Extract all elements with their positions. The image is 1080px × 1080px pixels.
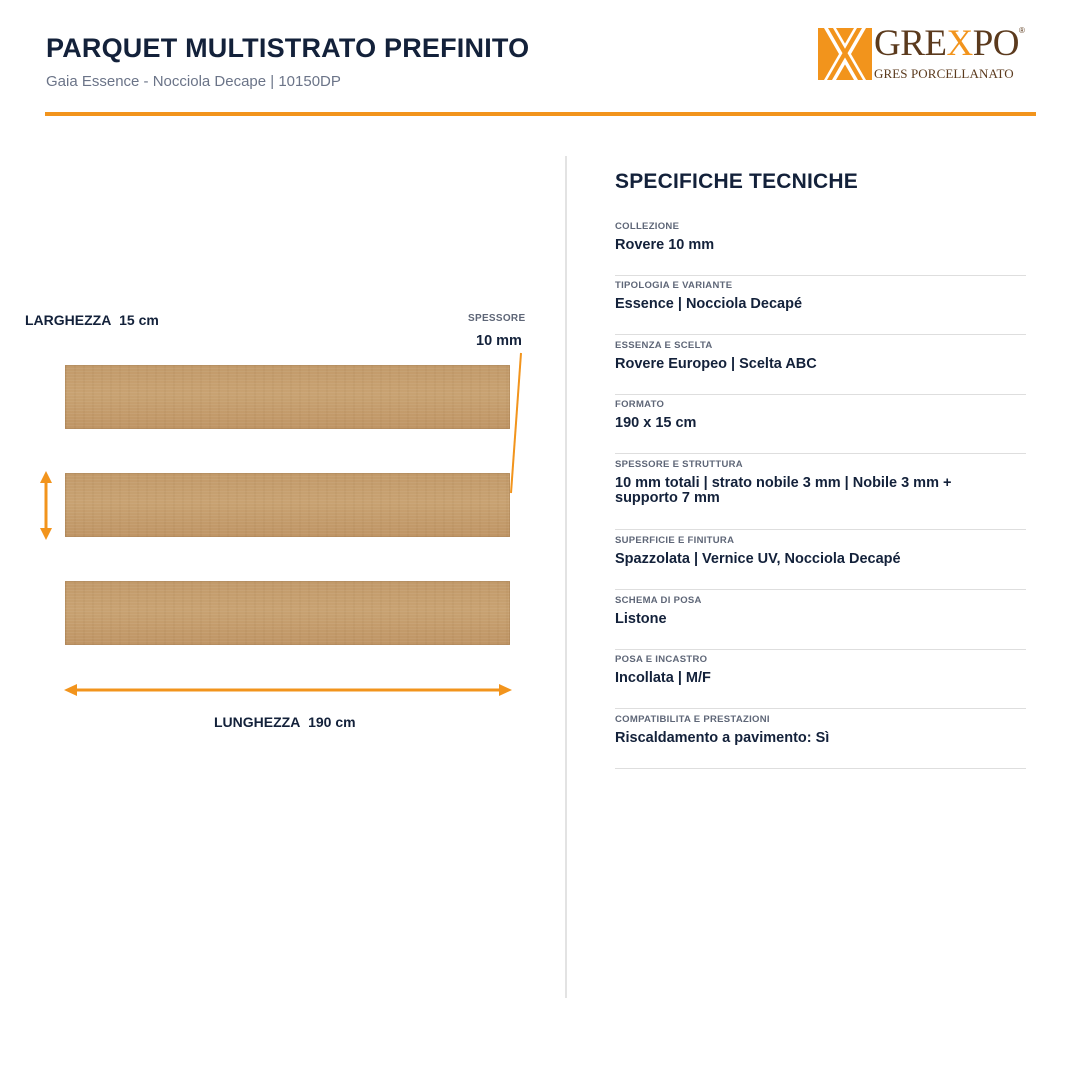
logo-wordmark-left: GRE xyxy=(874,23,947,64)
width-value: 15 cm xyxy=(119,312,159,328)
spec-item-posa xyxy=(615,654,1026,686)
spec-key: SCHEMA DI POSA xyxy=(615,595,702,606)
spec-divider xyxy=(615,394,1026,395)
spec-key: COMPATIBILITA E PRESTAZIONI xyxy=(615,714,770,725)
logo-registered-mark: ® xyxy=(1019,26,1025,35)
spec-key: SUPERFICIE E FINITURA xyxy=(615,535,735,546)
spec-divider xyxy=(615,275,1026,276)
logo-wordmark-x: X xyxy=(946,23,973,64)
spec-value: Incollata | M/F xyxy=(615,670,711,686)
product-subtitle: Gaia Essence - Nocciola Decape | 10150DP xyxy=(46,73,341,90)
spec-divider xyxy=(615,649,1026,650)
spec-divider xyxy=(615,768,1026,769)
length-arrow-icon xyxy=(64,684,512,696)
spec-item-essenza xyxy=(615,340,1026,372)
spec-key: POSA E INCASTRO xyxy=(615,654,708,665)
spec-key: TIPOLOGIA E VARIANTE xyxy=(615,280,733,291)
spec-value: Rovere 10 mm xyxy=(615,237,715,253)
spec-key: COLLEZIONE xyxy=(615,221,680,232)
spec-divider xyxy=(615,708,1026,709)
spec-value: 190 x 15 cm xyxy=(615,415,697,431)
spec-item-schema xyxy=(615,595,1026,627)
spec-value: Spazzolata | Vernice UV, Nocciola Decapé xyxy=(615,551,901,567)
spec-item-superficie xyxy=(615,535,1026,567)
length-label-text: LUNGHEZZA xyxy=(214,714,301,730)
spec-item-tipologia xyxy=(615,280,1026,312)
spec-value: Essence | Nocciola Decapé xyxy=(615,296,803,312)
spec-value: Riscaldamento a pavimento: Sì xyxy=(615,730,830,746)
page-title: PARQUET MULTISTRATO PREFINITO xyxy=(46,33,530,63)
spec-value: Listone xyxy=(615,611,667,627)
spec-item-compatibilita xyxy=(615,714,1026,746)
spec-divider xyxy=(615,589,1026,590)
specs-title: SPECIFICHE TECNICHE xyxy=(615,170,858,193)
spec-divider xyxy=(615,334,1026,335)
spec-divider xyxy=(615,529,1026,530)
logo-wordmark-right: PO xyxy=(972,23,1020,64)
thickness-leader-line xyxy=(511,353,521,493)
spec-key: ESSENZA E SCELTA xyxy=(615,340,713,351)
width-arrow-icon xyxy=(40,471,52,540)
spec-item-spessore xyxy=(615,459,1026,506)
thickness-label: SPESSORE xyxy=(468,313,526,324)
width-label-text: LARGHEZZA xyxy=(25,312,112,328)
length-value: 190 cm xyxy=(308,714,356,730)
length-label xyxy=(214,714,356,730)
thickness-value: 10 mm xyxy=(476,333,522,349)
spec-item-collezione xyxy=(615,221,1026,253)
logo-tagline: GRES PORCELLANATO xyxy=(874,66,1014,81)
spec-value: 10 mm totali | strato nobile 3 mm | Nobile 3 mm + supporto 7 mm xyxy=(615,475,952,506)
spec-divider xyxy=(615,453,1026,454)
spec-item-formato xyxy=(615,399,1026,431)
spec-key: FORMATO xyxy=(615,399,665,410)
spec-key: SPESSORE E STRUTTURA xyxy=(615,459,743,470)
spec-value: Rovere Europeo | Scelta ABC xyxy=(615,356,817,372)
